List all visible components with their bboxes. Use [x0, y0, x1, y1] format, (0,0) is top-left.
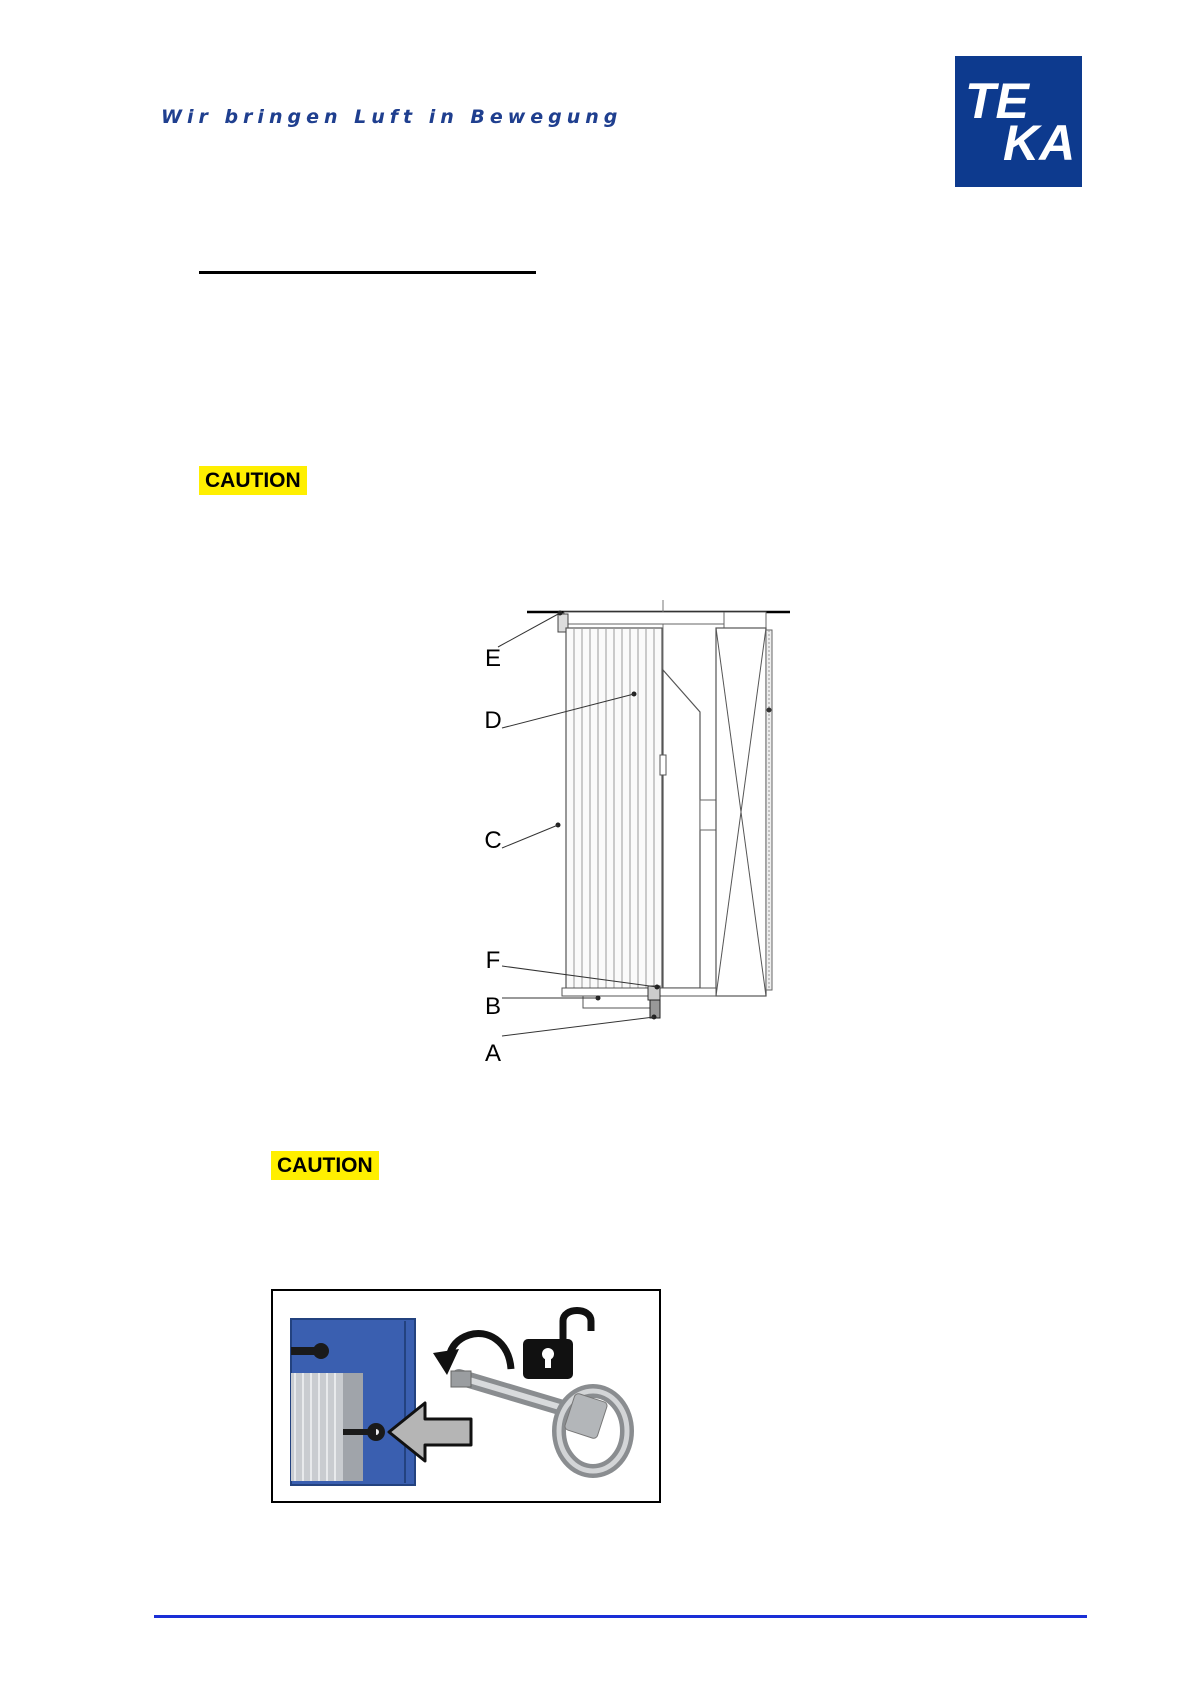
- rotate-counterclockwise-icon: [433, 1333, 511, 1375]
- teka-logo-icon: [955, 56, 1082, 187]
- unlocked-padlock-icon: [523, 1311, 591, 1380]
- caution-badge: CAUTION: [271, 1151, 379, 1180]
- teka-logo: [955, 56, 1082, 187]
- filter-cartridge: [566, 628, 662, 990]
- label-a: A: [484, 1040, 502, 1067]
- label-b: B: [484, 993, 502, 1020]
- triangular-key-icon: [451, 1371, 627, 1471]
- label-c: C: [484, 827, 502, 854]
- filter-unit-diagram: [480, 600, 810, 1080]
- label-d: D: [484, 707, 502, 734]
- label-e: E: [484, 645, 502, 672]
- label-f: F: [485, 947, 501, 974]
- caution-badge: CAUTION: [199, 466, 307, 495]
- logo-text-bottom: KA: [1003, 115, 1076, 171]
- footer-divider: [154, 1615, 1087, 1618]
- door-panel-icon: [291, 1319, 415, 1485]
- section-heading-underline: [199, 271, 536, 274]
- logo-text-top: TE: [965, 73, 1029, 129]
- unlock-instruction-figure: [271, 1289, 661, 1503]
- company-slogan: Wir bringen Luft in Bewegung: [161, 106, 623, 128]
